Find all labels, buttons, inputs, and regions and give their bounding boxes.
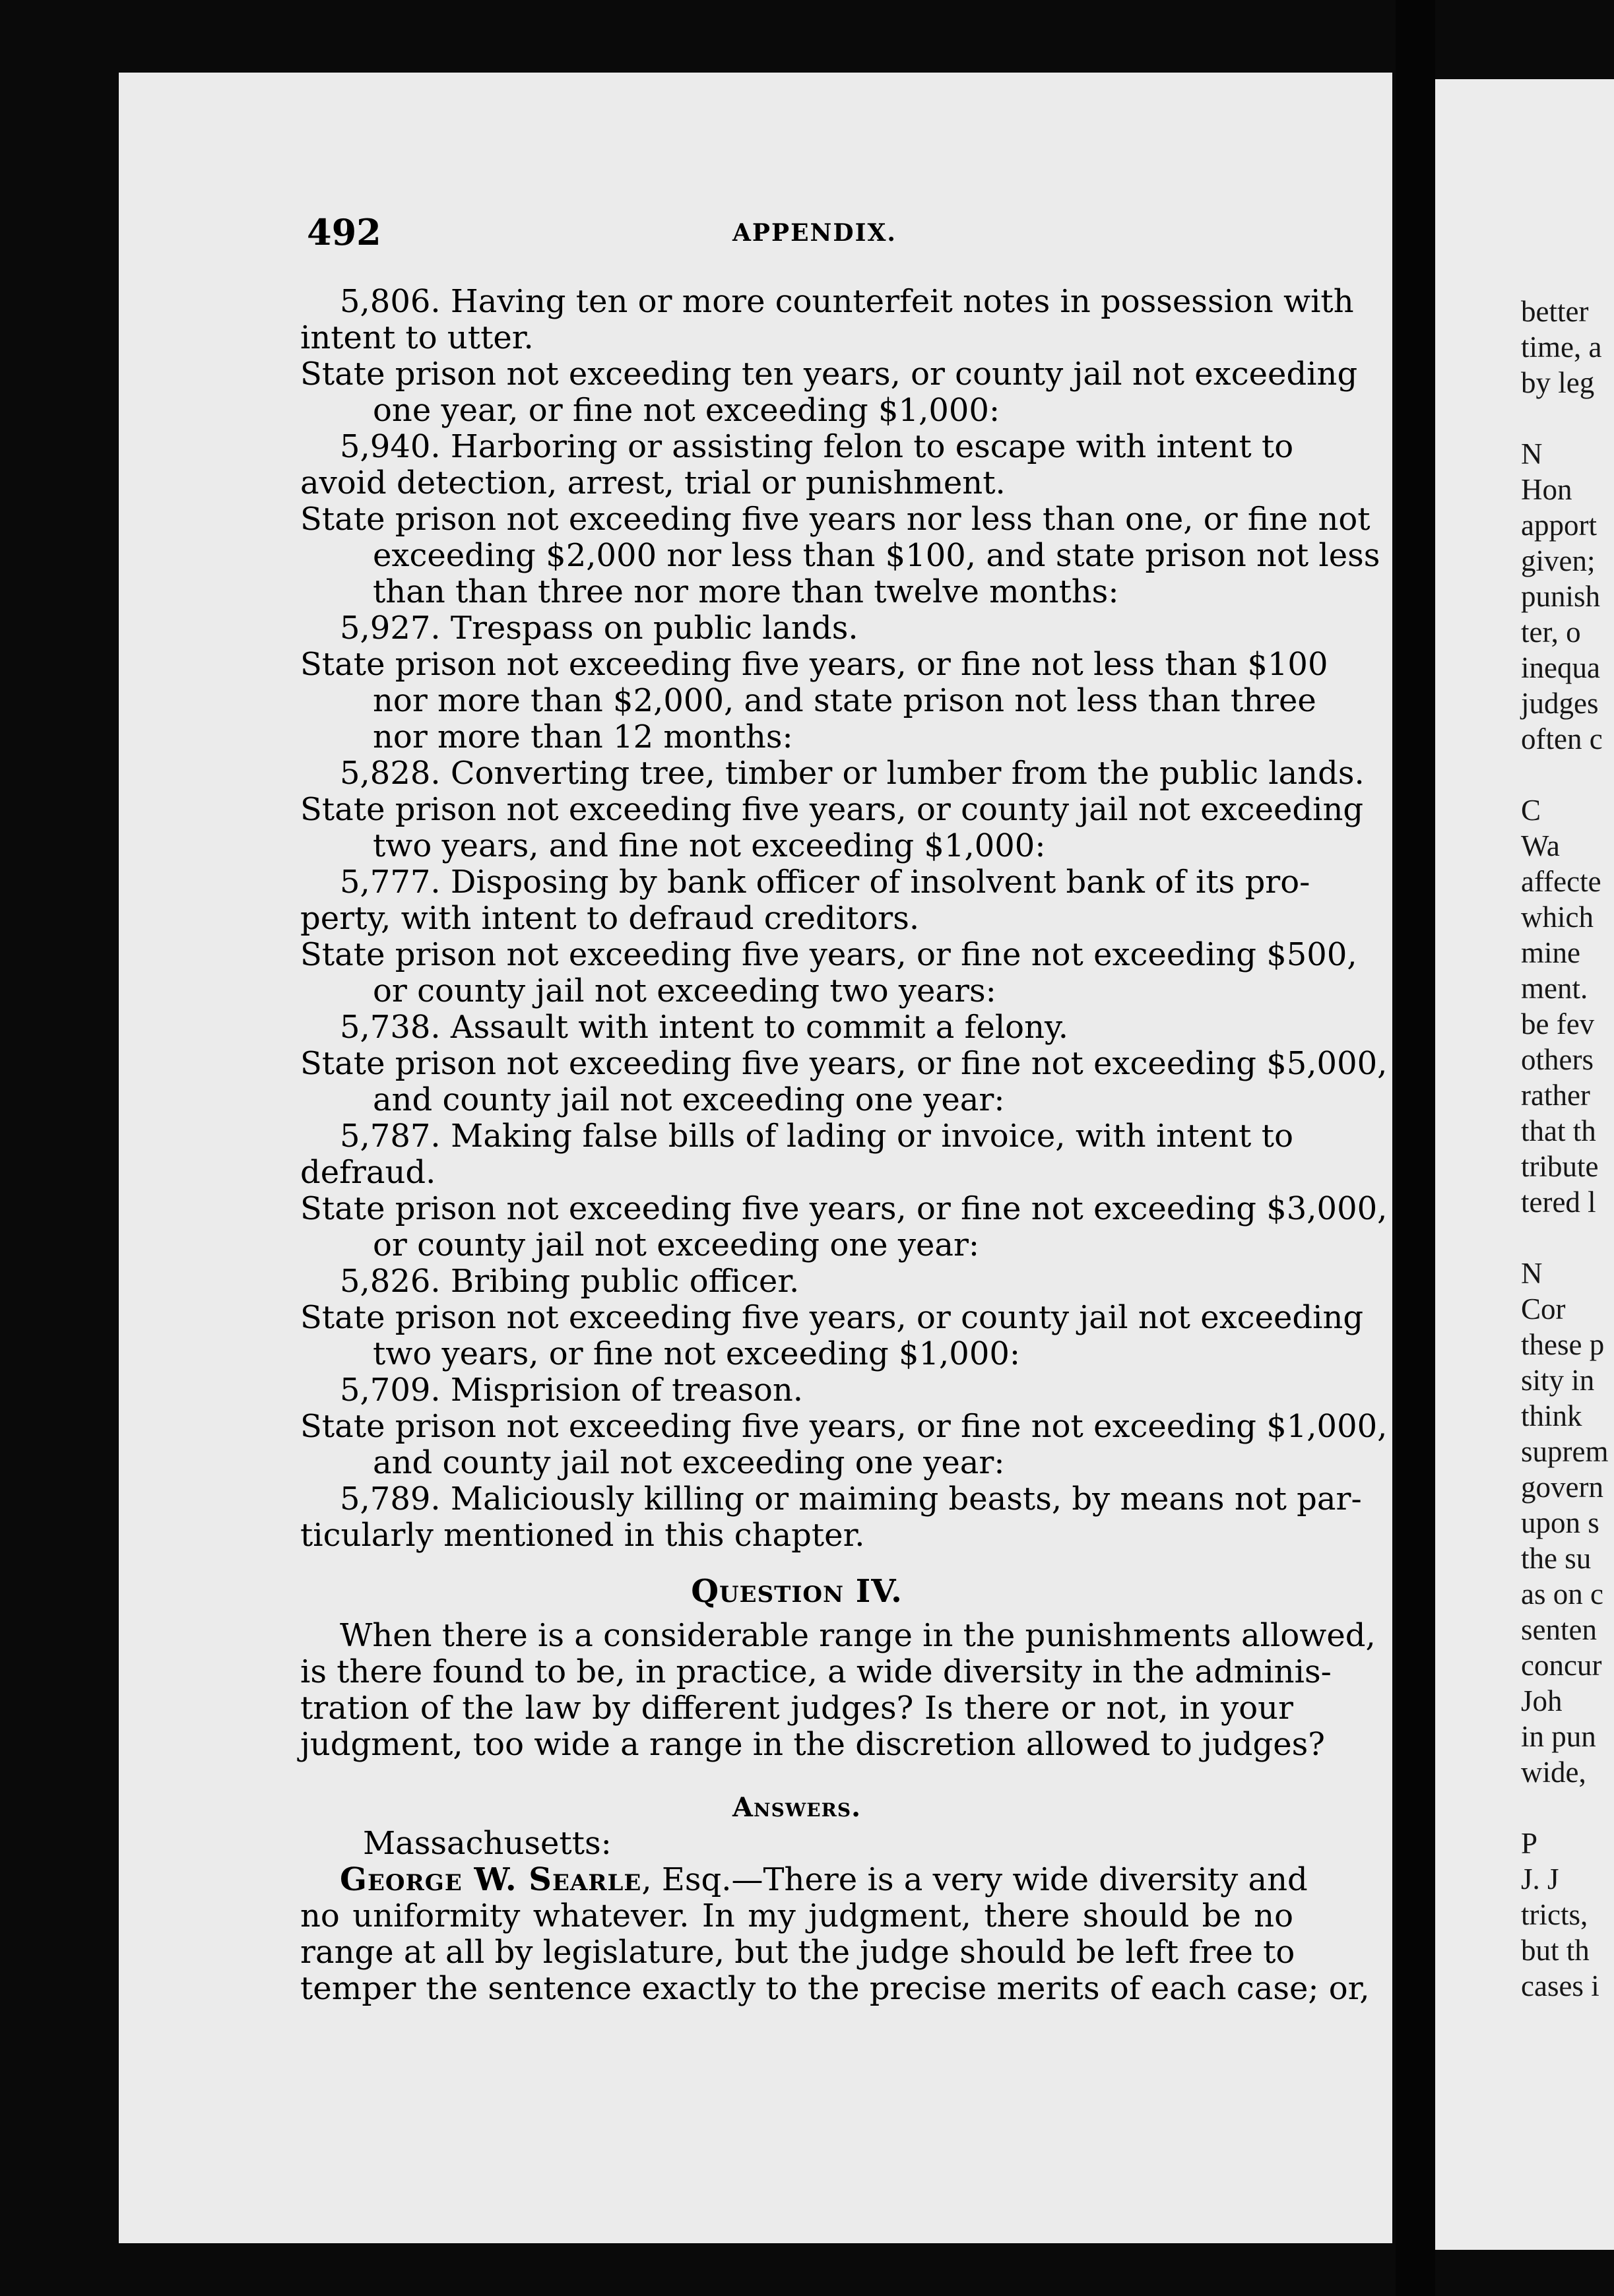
right-page-fragment: N xyxy=(1521,437,1543,470)
right-page-fragment xyxy=(1435,1220,1608,1256)
right-page-text-fragments xyxy=(1435,294,1608,2004)
text-line: 5,709. Misprision of treason. xyxy=(340,1372,804,1409)
right-page-fragment: P xyxy=(1521,1827,1538,1860)
right-page-fragment: J. J xyxy=(1521,1863,1559,1896)
text-line: 5,806. Having ten or more counterfeit notes in possession with xyxy=(340,283,1354,320)
question-line: is there found to be, in practice, a wide diversity in the adminis- xyxy=(300,1653,1332,1690)
right-page-fragment: be fev xyxy=(1521,1007,1595,1040)
text-line: nor more than 12 months: xyxy=(373,718,793,755)
text-line: State prison not exceeding five years, or fine not exceeding $3,000, xyxy=(300,1190,1388,1227)
right-page-fragment: in pun xyxy=(1521,1720,1596,1753)
right-page-fragment: Joh xyxy=(1521,1684,1563,1717)
text-line: and county jail not exceeding one year: xyxy=(373,1081,1005,1118)
answer-line xyxy=(300,1861,1308,1898)
text-line: State prison not exceeding five years, or fine not exceeding $1,000, xyxy=(300,1408,1388,1445)
page-number: 492 xyxy=(307,211,381,253)
right-page-fragment: as on c xyxy=(1521,1578,1603,1610)
right-page-fragment: rather xyxy=(1521,1079,1590,1112)
right-page-fragment: C xyxy=(1521,794,1541,827)
answers-heading: Answers. xyxy=(732,1792,862,1823)
right-page-fragment: apport xyxy=(1521,509,1597,542)
answer-line: range at all by legislature, but the judge should be left free to xyxy=(300,1934,1295,1971)
right-page-fragment: time, a xyxy=(1521,331,1602,364)
text-line: or county jail not exceeding one year: xyxy=(373,1227,980,1263)
text-line: avoid detection, arrest, trial or punishment. xyxy=(300,464,1006,501)
right-page-fragment: given; xyxy=(1521,544,1596,577)
text-line: two years, and fine not exceeding $1,000: xyxy=(373,827,1046,864)
text-line: intent to utter. xyxy=(300,319,534,356)
right-page-fragment: tered l xyxy=(1521,1186,1596,1219)
text-line: nor more than $2,000, and state prison not less than three xyxy=(373,682,1316,719)
right-page-fragment: affecte xyxy=(1521,865,1601,898)
question-heading: Question IV. xyxy=(691,1573,903,1610)
question-line: tration of the law by different judges? Is there or not, in your xyxy=(300,1690,1293,1727)
question-line: When there is a considerable range in the punishments allowed, xyxy=(340,1617,1376,1654)
right-page-fragment: better xyxy=(1521,295,1589,328)
right-page-fragment xyxy=(1435,1790,1608,1826)
text-line: 5,826. Bribing public officer. xyxy=(340,1263,800,1300)
question-line: judgment, too wide a range in the discretion allowed to judges? xyxy=(300,1726,1326,1763)
text-line: one year, or fine not exceeding $1,000: xyxy=(373,392,1000,429)
text-line: 5,940. Harboring or assisting felon to escape with intent to xyxy=(340,428,1294,465)
right-page-fragment: that th xyxy=(1521,1114,1596,1147)
answer-line-text: , Esq.—There is a very wide diversity and xyxy=(641,1861,1308,1898)
right-page-fragment: others xyxy=(1521,1043,1594,1076)
text-line: State prison not exceeding five years, or fine not exceeding $500, xyxy=(300,936,1357,973)
right-page-fragment: which xyxy=(1521,901,1594,934)
right-page-fragment: suprem xyxy=(1521,1435,1609,1468)
right-page-fragment: the su xyxy=(1521,1542,1592,1575)
question-text xyxy=(300,1617,1376,1763)
answer-author: George W. Searle xyxy=(340,1861,642,1898)
text-line: ticularly mentioned in this chapter. xyxy=(300,1517,865,1554)
text-line: than than three nor more than twelve months: xyxy=(373,573,1119,610)
text-line: 5,738. Assault with intent to commit a felony. xyxy=(340,1009,1068,1046)
text-line: State prison not exceeding five years, or county jail not exceeding xyxy=(300,791,1364,828)
right-page-fragment: sity in xyxy=(1521,1364,1595,1397)
text-line: defraud. xyxy=(300,1154,436,1191)
right-page-fragment: Wa xyxy=(1521,829,1560,862)
text-line: perty, with intent to defraud creditors. xyxy=(300,900,920,937)
right-page-fragment: Cor xyxy=(1521,1292,1566,1325)
right-page-fragment: think xyxy=(1521,1399,1582,1432)
right-page-fragment: judges xyxy=(1521,687,1599,720)
book-page-right-fragment xyxy=(1435,79,1614,2250)
text-line: 5,789. Maliciously killing or maiming beasts, by means not par- xyxy=(340,1481,1362,1517)
answer-line: temper the sentence exactly to the precise merits of each case; or, xyxy=(300,1970,1370,2007)
answer-line: no uniformity whatever. In my judgment, there should be no xyxy=(300,1897,1293,1934)
text-line: State prison not exceeding five years, or county jail not exceeding xyxy=(300,1299,1364,1336)
right-page-fragment: cases i xyxy=(1521,1969,1599,2002)
right-page-fragment xyxy=(1435,757,1608,792)
text-line: exceeding $2,000 nor less than $100, and state prison not less xyxy=(373,537,1380,574)
page-body xyxy=(300,283,1388,2007)
right-page-fragment: Hon xyxy=(1521,473,1572,506)
text-line: 5,828. Converting tree, timber or lumber from the public lands. xyxy=(340,755,1365,792)
statute-list xyxy=(300,283,1388,1554)
right-page-fragment: govern xyxy=(1521,1471,1603,1504)
right-page-fragment: tricts, xyxy=(1521,1898,1588,1931)
running-title: APPENDIX. xyxy=(732,219,897,247)
answer-text xyxy=(300,1861,1370,2007)
right-page-fragment xyxy=(1435,400,1608,436)
right-page-fragment: by leg xyxy=(1521,366,1595,399)
right-page-fragment: often c xyxy=(1521,722,1603,755)
text-line: State prison not exceeding five years, or fine not less than $100 xyxy=(300,646,1328,683)
text-line: two years, or fine not exceeding $1,000: xyxy=(373,1335,1021,1372)
book-gutter xyxy=(1396,0,1435,2296)
text-line: and county jail not exceeding one year: xyxy=(373,1444,1005,1481)
text-line: 5,777. Disposing by bank officer of insolvent bank of its pro- xyxy=(340,864,1310,901)
right-page-fragment: ter, o xyxy=(1521,616,1581,649)
text-line: State prison not exceeding five years, or fine not exceeding $5,000, xyxy=(300,1045,1388,1082)
right-page-fragment: wide, xyxy=(1521,1756,1586,1789)
text-line: State prison not exceeding five years nor less than one, or fine not xyxy=(300,501,1371,538)
text-line: State prison not exceeding ten years, or county jail not exceeding xyxy=(300,356,1358,393)
right-page-fragment: ment. xyxy=(1521,972,1588,1005)
answers-state: Massachusetts: xyxy=(363,1825,612,1862)
right-page-fragment: these p xyxy=(1521,1328,1605,1361)
text-line: or county jail not exceeding two years: xyxy=(373,973,996,1009)
running-header xyxy=(307,211,1297,257)
right-page-fragment: but th xyxy=(1521,1934,1590,1967)
text-line: 5,927. Trespass on public lands. xyxy=(340,610,858,647)
right-page-fragment: punish xyxy=(1521,580,1601,613)
right-page-fragment: inequa xyxy=(1521,651,1600,684)
right-page-fragment: concur xyxy=(1521,1649,1602,1682)
text-line: 5,787. Making false bills of lading or invoice, with intent to xyxy=(340,1118,1293,1155)
right-page-fragment: tribute xyxy=(1521,1150,1599,1183)
right-page-fragment: senten xyxy=(1521,1613,1597,1646)
right-page-fragment: N xyxy=(1521,1257,1543,1290)
right-page-fragment: upon s xyxy=(1521,1506,1599,1539)
right-page-fragment: mine xyxy=(1521,936,1580,969)
